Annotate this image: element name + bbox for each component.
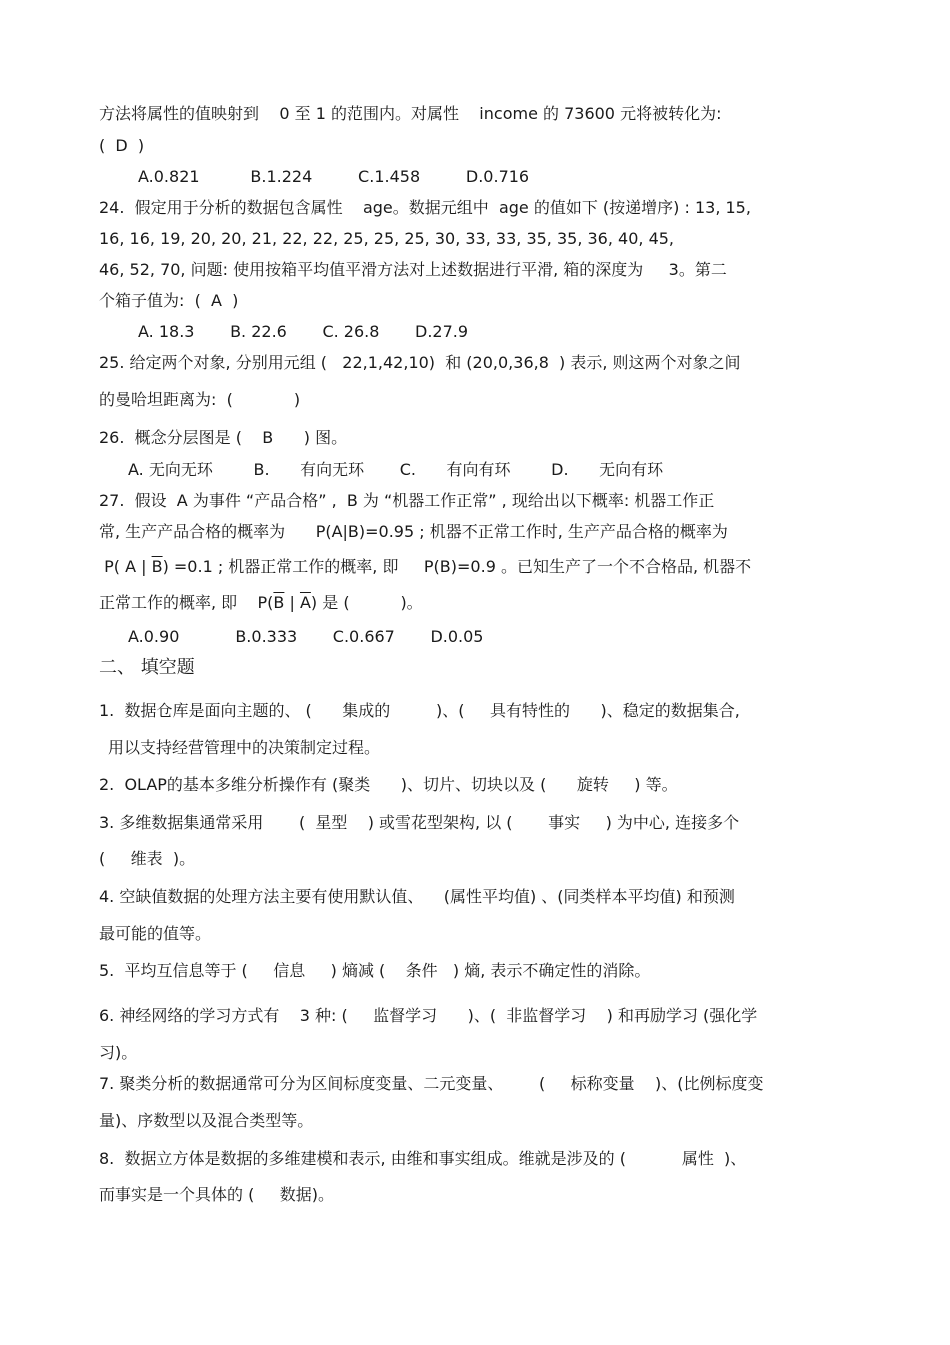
fill-8-line-2: 而事实是一个具体的 ( 数据)。 xyxy=(99,1185,335,1204)
fill-3-line-2: ( 维表 )。 xyxy=(99,849,196,868)
fill-4-line-2: 最可能的值等。 xyxy=(99,924,212,943)
fill-8-line-1: 8. 数据立方体是数据的多维建模和表示, 由维和事实组成。维就是涉及的 ( 属性 )、 xyxy=(99,1149,747,1168)
q24-line-2: 16, 16, 19, 20, 20, 21, 22, 22, 25, 25, 25, 30, 33, 33, 35, 35, 36, 40, 45, xyxy=(99,229,675,248)
q23-answer: ( D ) xyxy=(99,136,145,155)
formula-b-suffix: ) 是 ( )。 xyxy=(310,593,423,612)
fill-2: 2. OLAP的基本多维分析操作有 (聚类 )、切片、切块以及 ( 旋转 ) 等。 xyxy=(99,775,678,794)
fill-7-line-2: 量)、序数型以及混合类型等。 xyxy=(99,1111,314,1130)
q24-line-3: 46, 52, 70, 问题: 使用按箱平均值平滑方法对上述数据进行平滑, 箱的深度为 3。第二 xyxy=(99,260,727,279)
q26-options: A. 无向无环 B. 有向无环 C. 有向有环 D. 无向有环 xyxy=(128,460,664,479)
q27-line-1: 27. 假设 A 为事件 “产品合格” , B 为 “机器工作正常” , 现给出以下概率: 机器工作正 xyxy=(99,491,715,510)
fill-7-line-1: 7. 聚类分析的数据通常可分为区间标度变量、二元变量、 ( 标称变量 )、(比例标度变 xyxy=(99,1074,764,1093)
q27-line-4 xyxy=(99,593,423,613)
formula-b-prefix: 正常工作的概率, 即 P( xyxy=(99,593,274,612)
section-heading: 二、 填空题 xyxy=(99,657,195,678)
q23-options: A.0.821 B.1.224 C.1.458 D.0.716 xyxy=(138,167,530,186)
q25-line-1: 25. 给定两个对象, 分别用元组 ( 22,1,42,10) 和 (20,0,36,8 ) 表示, 则这两个对象之间 xyxy=(99,353,741,372)
formula-b-b-bar: $\overline{B}$ xyxy=(273,593,285,612)
formula-b-a-bar: $\overline{A}$ xyxy=(299,593,311,612)
formula-b-mid: | xyxy=(284,593,300,612)
q24-options: A. 18.3 B. 22.6 C. 26.8 D.27.9 xyxy=(138,322,469,341)
fill-5: 5. 平均互信息等于 ( 信息 ) 熵减 ( 条件 ) 熵, 表示不确定性的消除。 xyxy=(99,961,651,980)
fill-1-line-2: 用以支持经营管理中的决策制定过程。 xyxy=(108,738,381,757)
fill-1-line-1: 1. 数据仓库是面向主题的、 ( 集成的 )、( 具有特性的 )、稳定的数据集合, xyxy=(99,701,740,720)
q26-text: 26. 概念分层图是 ( B ) 图。 xyxy=(99,428,348,447)
q27-options: A.0.90 B.0.333 C.0.667 D.0.05 xyxy=(128,627,484,646)
q27-line-2: 常, 生产产品合格的概率为 P(A|B)=0.95 ; 机器不正常工作时, 生产产品合格的概率为 xyxy=(99,522,728,541)
q24-line-1: 24. 假定用于分析的数据包含属性 age。数据元组中 age 的值如下 (按递增序) : 13, 15, xyxy=(99,198,751,217)
fill-6-line-1: 6. 神经网络的学习方式有 3 种: ( 监督学习 )、( 非监督学习 ) 和再励学习 (强化学 xyxy=(99,1006,758,1025)
fill-6-line-2: 习)。 xyxy=(99,1043,138,1062)
formula-a-b-bar: $\overline{B}$ xyxy=(151,557,163,576)
fill-4-line-1: 4. 空缺值数据的处理方法主要有使用默认值、 (属性平均值) 、(同类样本平均值) 和预测 xyxy=(99,887,735,906)
q23-text: 方法将属性的值映射到 0 至 1 的范围内。对属性 income 的 73600 元将被转化为: xyxy=(99,104,722,123)
formula-a-suffix: ) =0.1 ; 机器正常工作的概率, 即 P(B)=0.9 。已知生产了一个不合格品, 机器不 xyxy=(162,557,752,576)
q27-line-3 xyxy=(99,557,751,577)
fill-3-line-1: 3. 多维数据集通常采用 ( 星型 ) 或雪花型架构, 以 ( 事实 ) 为中心, 连接多个 xyxy=(99,813,740,832)
formula-a-prefix: P( A | xyxy=(99,557,152,576)
q25-line-2: 的曼哈坦距离为: ( ) xyxy=(99,390,301,409)
q24-line-4: 个箱子值为: ( A ) xyxy=(99,291,239,310)
